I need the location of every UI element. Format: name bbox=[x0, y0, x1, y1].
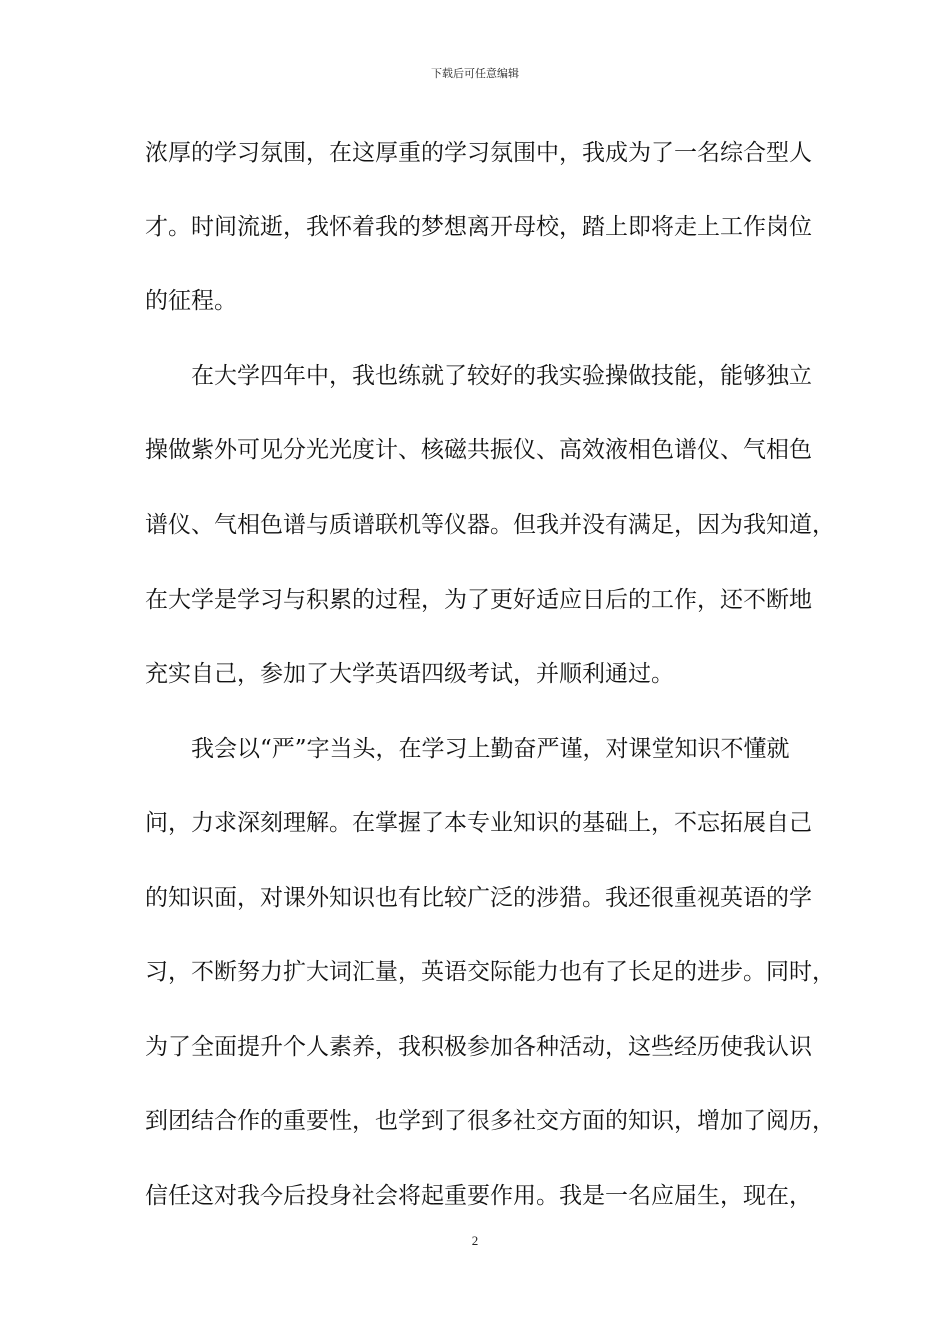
page-header: 下载后可任意编辑 bbox=[431, 67, 519, 80]
page-number: 2 bbox=[471, 1233, 479, 1248]
text-line: 到团结合作的重要性，也学到了很多社交方面的知识，增加了阅历， bbox=[145, 1108, 835, 1134]
text-line: 在大学是学习与积累的过程，为了更好适应日后的工作，还不断地 bbox=[145, 587, 812, 613]
text-line: 信任这对我今后投身社会将起重要作用。我是一名应届生，现在， bbox=[145, 1183, 812, 1209]
text-line: 谱仪、气相色谱与质谱联机等仪器。但我并没有满足，因为我知道， bbox=[145, 512, 835, 538]
text-line: 为了全面提升个人素养，我积极参加各种活动，这些经历使我认识 bbox=[145, 1034, 812, 1060]
text-line: 操做紫外可见分光光度计、核磁共振仪、高效液相色谱仪、气相色 bbox=[145, 437, 812, 463]
text-line: 的知识面，对课外知识也有比较广泛的涉猎。我还很重视英语的学 bbox=[145, 885, 812, 911]
text-line: 浓厚的学习氛围，在这厚重的学习氛围中，我成为了一名综合型人 bbox=[145, 140, 812, 166]
paragraph-first-line: 在大学四年中，我也练就了较好的我实验操做技能，能够独立 bbox=[191, 363, 812, 389]
text-line: 的征程。 bbox=[145, 288, 237, 314]
text-line: 充实自己，参加了大学英语四级考试，并顺利通过。 bbox=[145, 661, 674, 687]
text-line: 才。时间流逝，我怀着我的梦想离开母校，踏上即将走上工作岗位 bbox=[145, 214, 812, 240]
text-line: 习，不断努力扩大词汇量，英语交际能力也有了长足的进步。同时， bbox=[145, 959, 835, 985]
paragraph-first-line: 我会以“严”字当头，在学习上勤奋严谨，对课堂知识不懂就 bbox=[191, 736, 790, 762]
text-line: 问，力求深刻理解。在掌握了本专业知识的基础上，不忘拓展自己 bbox=[145, 810, 812, 836]
